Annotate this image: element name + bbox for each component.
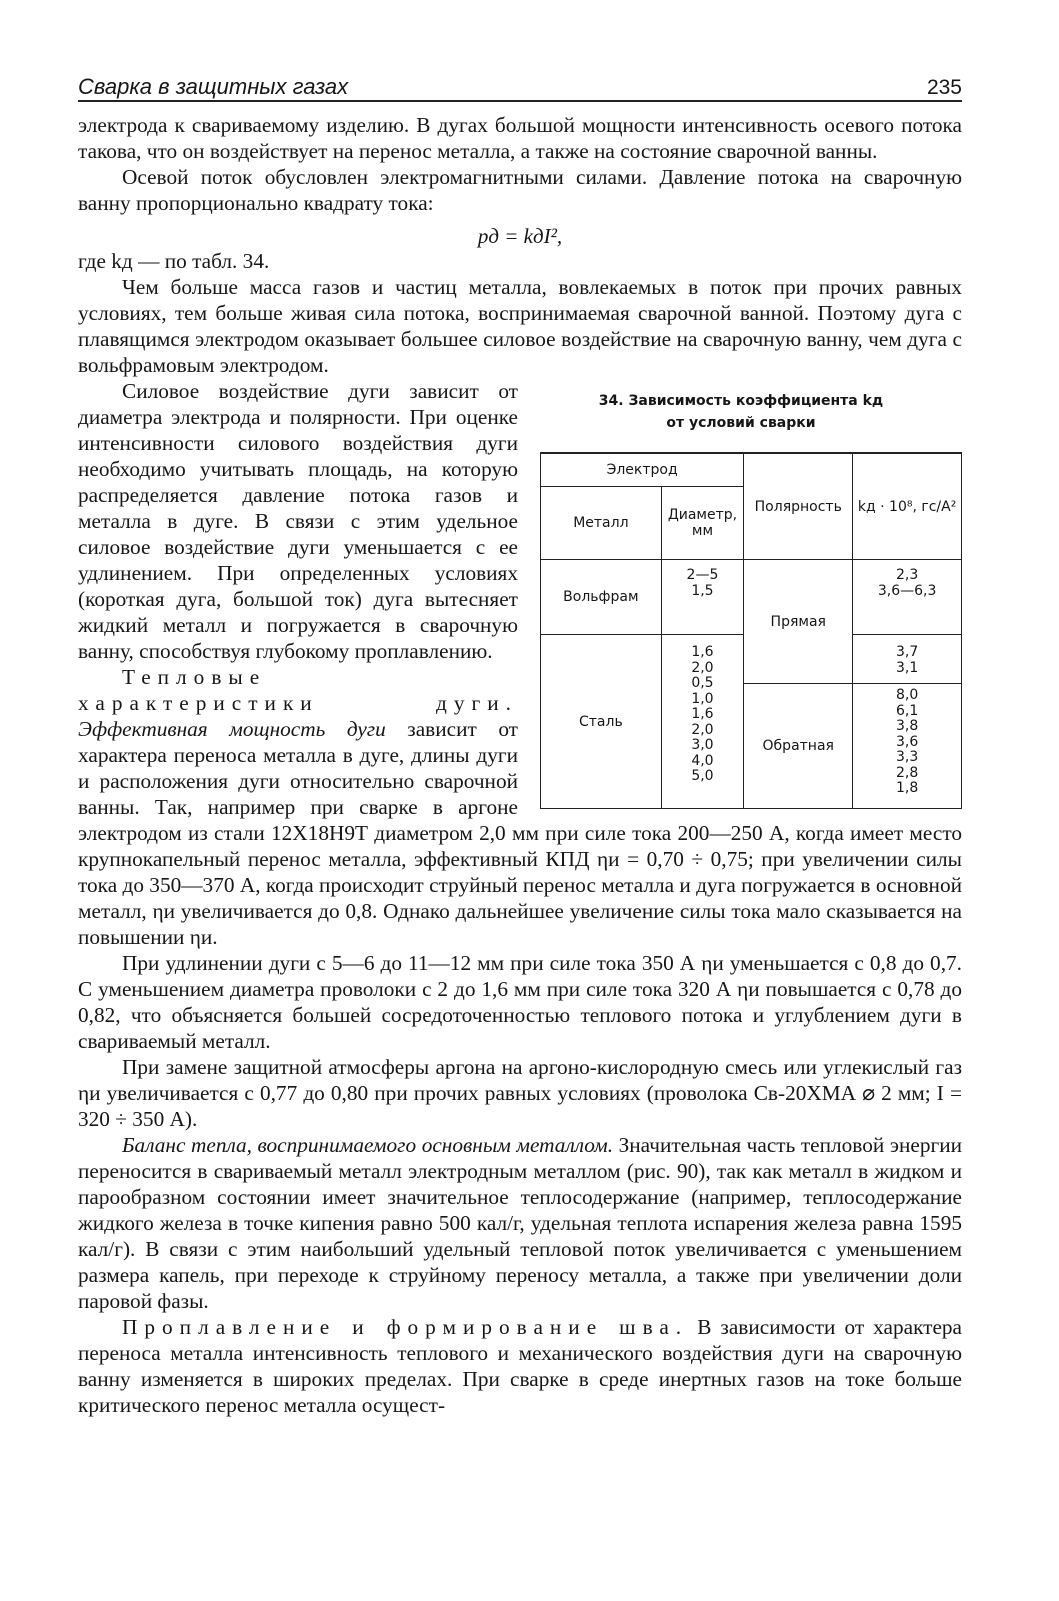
header-electrode: Электрод (541, 453, 744, 487)
text-with-table (78, 378, 962, 950)
italic-term: Эффективная мощность дуги (78, 717, 386, 741)
cell-steel: Сталь (541, 635, 662, 809)
running-header (78, 54, 962, 102)
cell-steel-diameters: 1,6 2,0 0,5 1,0 1,6 2,0 3,0 4,0 5,0 (661, 635, 744, 809)
coefficient-table (540, 452, 962, 809)
paragraph: электрода к свариваемому изделию. В дугах большой мощности интенсивность осевого потока такова, что он воздействует на перенос металла, а также на состояние сварочной ванны. (78, 113, 962, 163)
table-caption-line: 34. Зависимость коэффициента kд (598, 393, 884, 409)
cell-steel-k-reverse: 8,0 6,1 3,8 3,6 3,3 2,8 1,8 (853, 684, 962, 809)
paragraph: Силовое воздействие дуги зависит от диаметра электрода и полярности. При оценке интенсивности силового воздействия дуги необходимо учитывать площадь, на которую распределяется давление потока газов и металла в дуге. В связи с этим удельное силовое воздействие дуги уменьшается с ее удлинением. При определенных условиях (короткая дуга, большой ток) дуга вытесняет жидкий металл и погружается в сварочную ванну, способствуя глубокому проплавлению. (78, 379, 518, 663)
cell-polarity-reverse: Обратная (744, 684, 853, 809)
paragraph-text: зависит от характера переноса металла в дуге, длины дуги и расположения дуги относительно сварочной ванны. Так, например при сварке в аргоне электродом из стали 12Х18Н9Т диаметром 2,0 мм при силе тока 200—250 А, когда имеет место крупнокапельный перенос металла, эффективный КПД ηи = 0,70 ÷ 0,75; при увеличении силы тока до 350—370 А, когда происходит струйный перенос металла и дуга погружается в основной металл, ηи увеличивается до 0,8. Однако дальнейшее увеличение силы тока мало сказывается на повышении ηи. (78, 717, 962, 949)
page-number: 235 (926, 76, 962, 99)
running-title: Сварка в защитных газах (78, 74, 349, 99)
table-caption-line: от условий сварки (666, 415, 816, 431)
section-heading: Проплавление и формирование шва. (122, 1315, 689, 1339)
cell-tungsten-k: 2,3 3,6—6,3 (853, 560, 962, 635)
section-heading: Тепловые характеристики дуги. (78, 665, 518, 715)
cell-tungsten-diameter: 2—5 1,5 (661, 560, 744, 635)
cell-steel-k-direct: 3,7 3,1 (853, 635, 962, 684)
paragraph: Осевой поток обусловлен электромагнитными силами. Давление потока на сварочную ванну пропорционально квадрату тока: (78, 165, 962, 215)
header-polarity: Полярность (744, 453, 853, 560)
paragraph (78, 1314, 962, 1418)
paragraph: При замене защитной атмосферы аргона на аргоно-кислородную смесь или углекислый газ ηи увеличивается с 0,77 до 0,80 при прочих равных условиях (проволока Св-20ХМА ⌀ 2 мм; I = 320 ÷ 350 А). (78, 1055, 962, 1131)
header-metal: Металл (541, 487, 662, 560)
header-k: kд · 10⁸, гс/А² (853, 453, 962, 560)
cell-tungsten: Вольфрам (541, 560, 662, 635)
formula: pд = kдI², (477, 224, 563, 248)
italic-heading: Баланс тепла, воспринимаемого основным металлом. (122, 1133, 614, 1157)
book-page (78, 54, 962, 1418)
table-caption (540, 390, 962, 434)
cell-polarity-direct: Прямая (744, 560, 853, 684)
table-34 (540, 390, 962, 809)
paragraph: При удлинении дуги с 5—6 до 11—12 мм при силе тока 350 А ηи уменьшается с 0,8 до 0,7. С уменьшением диаметра проволоки с 2 до 1,6 мм при силе тока 320 А ηи повышается с 0,78 до 0,82, что объясняется большей сосредоточенностью теплового потока и углублением дуги в свариваемый металл. (78, 951, 962, 1053)
paragraph (78, 1132, 962, 1314)
header-diameter: Диаметр, мм (661, 487, 744, 560)
paragraph: где kд — по табл. 34. (78, 249, 270, 273)
paragraph: Чем больше масса газов и частиц металла, вовлекаемых в поток при прочих равных условиях, тем больше живая сила потока, воспринимаемая сварочной ванной. Поэтому дуга с плавящимся электродом оказывает большее силовое воздействие на сварочную ванну, чем дуга с вольфрамовым электродом. (78, 275, 962, 377)
paragraph-text: В зависимости от характера переноса металла интенсивность теплового и механического воздействия дуги на сварочную ванну изменяется в широких пределах. При сварке в среде инертных газов на токе больше критического перенос металла осущест- (78, 1315, 963, 1417)
paragraph-text: Значительная часть тепловой энергии переносится в свариваемый металл электродным металлом (рис. 90), так как металл в жидком и парообразном состоянии имеет значительное теплосодержание (например, теплосодержание жидкого железа в точке кипения равно 500 кал/г, удельная теплота испарения железа равна 1595 кал/г). В связи с этим наибольший удельный тепловой поток увеличивается с уменьшением размера капель, при переходе к струйному переносу металла, а также при увеличении доли паровой фазы. (78, 1133, 962, 1313)
